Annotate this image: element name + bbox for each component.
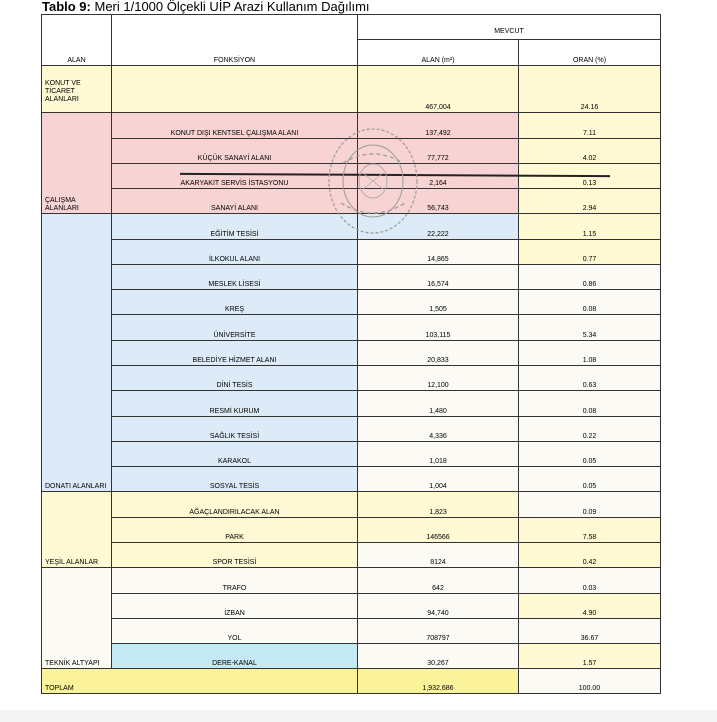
function-cell: RESMİ KURUM (112, 391, 358, 417)
area-cell: 2,164 (358, 164, 519, 189)
area-cell: 103,115 (358, 315, 519, 341)
area-cell: 642 (358, 568, 519, 594)
ratio-cell: 24.16 (519, 66, 661, 113)
group-yesil: YEŞİL ALANLAR (42, 492, 112, 568)
ratio-cell: 0.05 (519, 467, 661, 492)
area-cell: 137,492 (358, 113, 519, 139)
function-cell: İLKOKUL ALANI (112, 240, 358, 265)
function-cell: KONUT DIŞI KENTSEL ÇALIŞMA ALANI (112, 113, 358, 139)
ratio-cell: 0.22 (519, 417, 661, 442)
function-cell: AĞAÇLANDIRILACAK ALAN (112, 492, 358, 518)
area-cell: 708797 (358, 619, 519, 644)
ratio-cell: 5.34 (519, 315, 661, 341)
function-cell: YOL (112, 619, 358, 644)
area-cell: 22,222 (358, 214, 519, 240)
function-cell: MESLEK LİSESİ (112, 265, 358, 290)
function-cell: KARAKOL (112, 442, 358, 467)
function-cell: KREŞ (112, 290, 358, 315)
function-cell: EĞİTİM TESİSİ (112, 214, 358, 240)
page-bottom-strip (0, 710, 717, 722)
area-cell: 20,833 (358, 341, 519, 366)
ratio-cell: 0.05 (519, 442, 661, 467)
header-oran: ORAN (%) (519, 40, 661, 66)
ratio-cell: 0.77 (519, 240, 661, 265)
ratio-cell: 1.57 (519, 644, 661, 669)
ratio-cell: 1.08 (519, 341, 661, 366)
area-cell: 30,267 (358, 644, 519, 669)
area-cell: 77,772 (358, 139, 519, 164)
ratio-cell: 0.08 (519, 391, 661, 417)
function-cell: DİNİ TESİS (112, 366, 358, 391)
area-cell: 1,480 (358, 391, 519, 417)
header-alan-m2: ALAN (m²) (358, 40, 519, 66)
ratio-cell: 0.42 (519, 543, 661, 568)
area-cell: 16,574 (358, 265, 519, 290)
function-cell (112, 66, 358, 113)
group-calisma: ÇALIŞMA ALANLARI (42, 113, 112, 214)
group-teknik: TEKNİK ALTYAPI (42, 568, 112, 669)
function-cell: DERE-KANAL (112, 644, 358, 669)
ratio-cell: 0.86 (519, 265, 661, 290)
ratio-cell: 4.02 (519, 139, 661, 164)
area-cell: 1,018 (358, 442, 519, 467)
area-cell: 467,004 (358, 66, 519, 113)
ratio-cell: 36.67 (519, 619, 661, 644)
function-cell: AKARYAKIT SERVİS İSTASYONU (112, 164, 358, 189)
function-cell: SPOR TESİSİ (112, 543, 358, 568)
ratio-cell: 7.58 (519, 518, 661, 543)
area-cell: 56,743 (358, 189, 519, 214)
function-cell: SOSYAL TESİS (112, 467, 358, 492)
ratio-cell: 0.03 (519, 568, 661, 594)
total-ratio: 100.00 (519, 669, 661, 694)
ratio-cell: 4.90 (519, 594, 661, 619)
function-cell: SAĞLIK TESİSİ (112, 417, 358, 442)
group-konut: KONUT VE TİCARET ALANLARI (42, 66, 112, 113)
ratio-cell: 0.09 (519, 492, 661, 518)
function-cell: ÜNİVERSİTE (112, 315, 358, 341)
caption-text: Meri 1/1000 Ölçekli UİP Arazi Kullanım Dağılımı (90, 0, 370, 14)
area-cell: 14,865 (358, 240, 519, 265)
header-mevcut: MEVCUT (358, 15, 661, 40)
area-cell: 12,100 (358, 366, 519, 391)
header-fonksiyon: FONKSİYON (112, 15, 358, 66)
caption-label: Tablo 9: (42, 0, 91, 14)
ratio-cell: 7.11 (519, 113, 661, 139)
function-cell: BELEDİYE HİZMET ALANI (112, 341, 358, 366)
land-use-table (41, 14, 661, 694)
function-cell: PARK (112, 518, 358, 543)
area-cell: 146566 (358, 518, 519, 543)
function-cell: İZBAN (112, 594, 358, 619)
area-cell: 1,823 (358, 492, 519, 518)
total-label: TOPLAM (42, 669, 358, 694)
area-cell: 94,740 (358, 594, 519, 619)
ratio-cell: 1.15 (519, 214, 661, 240)
ratio-cell: 2.94 (519, 189, 661, 214)
ratio-cell: 0.13 (519, 164, 661, 189)
table-caption (42, 0, 370, 14)
area-cell: 8124 (358, 543, 519, 568)
function-cell: TRAFO (112, 568, 358, 594)
ratio-cell: 0.08 (519, 290, 661, 315)
total-area: 1,932,686 (358, 669, 519, 694)
function-cell: SANAYİ ALANI (112, 189, 358, 214)
area-cell: 4,336 (358, 417, 519, 442)
function-cell: KÜÇÜK SANAYİ ALANI (112, 139, 358, 164)
group-donati: DONATI ALANLARI (42, 214, 112, 492)
area-cell: 1,004 (358, 467, 519, 492)
area-cell: 1,505 (358, 290, 519, 315)
header-alan: ALAN (42, 15, 112, 66)
ratio-cell: 0.63 (519, 366, 661, 391)
